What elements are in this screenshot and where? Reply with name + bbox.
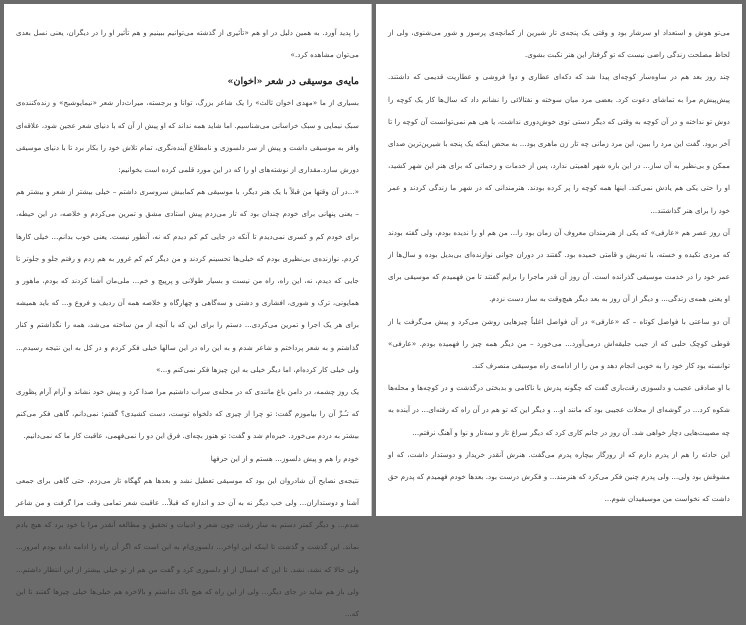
right-page xyxy=(376,4,742,516)
left-page-content xyxy=(16,22,359,619)
section-heading: مایه‌ی موسیقی در شعر «اخوان» xyxy=(227,76,359,88)
left-page xyxy=(4,4,372,619)
right-page-content xyxy=(388,22,730,512)
paragraph: این حادثه را هم از پدرم دارم که از روزگار بیچاره پدرم می‌گفت. هنرش آنقدر خریدار و دوستدار داشت، که او مشوقش بود ولی... ولی پدرم چنین فکر می‌کرد که هنرمند... و فکرش درست بود. بعدها خودم فهمیدم که پدرم حق داشت که نخواست من موسیقیدان شوم... xyxy=(388,449,730,504)
paragraph: آن دو ساعتی با فواصل کوتاه – که «عارفی» در آن فواصل اغلباً چیزهایی روشن می‌کرد و پیش می‌گرفت یا از قوطی کوچک حلبی که از جیب جلیقه‌اش درمی‌آورد... می‌خورد – من دیگر همه چیز را فهمیده بودم. «عارفی» توانسته بود کار خود را به خوبی انجام دهد و من را از ادامه‌ی راه موسیقی منصرف کند. xyxy=(388,316,730,371)
paragraph: نتیجه‌ی نصایح آن شادروان این بود که موسیقی تعطیل نشد و بعدها هم گهگاه تار می‌زدم. حتی گاهی برای جمعی آشنا و دوستداران... ولی خب دیگر نه به آن حد و اندازه که قبلاً... عاقبت شعر تمامی وقت مرا گرفت و من شاعر شدم... و دیگر کمتر دستم به ساز رفت، چون شعر و ادبیات و تحقیق و مطالعه آنقدر مرا با خود برد که هیچ یادم نماند. این گذشت و گذشت تا اینکه این اواخر... دلسوزی‌ام به این است که اگر آن راه را ادامه داده بودم امروز... ولی حالا که نشد، نشد. تا این که امسال از او دلسوزی کرد و گفت من هم از تو خیلی بیشتر از این انتظار داشتم... ولی باز هم شاید در جای دیگر... ولی از این راه که هیچ باک نداشتم و بالاخره هم خیلی‌ها خیلی چیزها گفتند تا این که... xyxy=(16,475,359,619)
paragraph: چند روز بعد هم در ساوه‌سار کوچه‌ای پیدا شد که دکه‌ای عطاری و دوا فروشی و عطاریت قدیمی که داشتند. پیش‌پیش‌م مرا به تماشای دعوت کرد. بعضی مرد میان سوخته و نفتالائی را نشانم داد که سال‌ها کار یک کوچه را دوش تو نداخته و در آن کوچه به وقتی که دیگر دستی توی خوش‌دوری نداشت، یا هی هم نمی‌توانست آن کوچه را تا آخر برود. گفت این مرد را ببین، این مرد زمانی چه تار زن ماهری بود... به محض اینکه یک پنجه با شیرین‌ترین صدای ممکن و بی‌نظیر به آن ساز... در این باره شهر اهمیتی ندارد، پس از خدمات و زحماتی که برای هنر این شهر کشید، او را حتی یکی هم یادش نمی‌کند. اینها همه کوچه را پر کرده بودند. هنرمندانی که در شهر ما زندگی کردند و عمر خود را برای هنر گذاشتند... xyxy=(388,72,730,215)
paragraph: با او صادقی عجیب و دلسوزی رقت‌باری گفت که چگونه پدرش با ناکامی و بدبختی درگذشت و در کوچه‌ها و محله‌ها شکوه کرد... در گوشه‌ای از محلات عجیبی بود که مانند او... و دیگر این که تو هم در آن راه که رفته‌ای... در آینده به چه مصیبت‌هایی دچار خواهی شد. آن روز در جانم کاری کرد که دیگر سراغ تار و سه‌تار و نوا و آهنگ نرفتم... xyxy=(388,383,730,437)
paragraph: می‌تو هوش و استعداد او سرشار بود و وقتی یک پنجه‌ی تار شیرین از کمانچه‌ی پرسوز و شور می‌شنوی، ولی از لحاظ مصلحت زندگی راضی نیست که تو گرفتار این هنر نکبت بشوی. xyxy=(388,28,730,60)
paragraph: آن روز عصر هم «عارفی» که یکی از هنرمندان معروف آن زمان بود را... من هم او را ندیده بودم، ولی گفته بودند که مردی تکیده و خسته، با ته‌ریش و قامتی خمیده بود. گفتند در دوران جوانی نوازنده‌ای بی‌بدیل بوده و سال‌ها از عمر خود را در خدمت موسیقی گذرانده است. آن روز آن قدر ماجرا را برایم گفتند تا من فهمیدم که موسیقی برای او یعنی همه‌ی زندگی... و دیگر از آن روز به بعد دیگر هیچ‌وقت به ساز دست نزدم. xyxy=(388,227,730,304)
paragraph: بسیاری از ما «مهدی اخوان ثالث» را یک شاعر بزرگ، توانا و برجسته، میراث‌دار شعر «نیمایوشیج» و زنده‌کننده‌ی سبک نیمایی و سبک خراسانی می‌شناسیم. اما شاید همه نداند که او پیش از آن که با دنیای شعر عجین شود، علاقه‌ای وافر به موسیقی داشت و پیش از سر دلسوزی و نامطلاع آینده‌نگری، تمام تلاش خود را بکار برد تا با دنیای موسیقی دورش سازد.مقداری از نوشته‌های او را که در این مورد قلمی کرده است بخوانیم: xyxy=(16,98,359,175)
paragraph: را پدید آورد. به همین دلیل در او هم «تأثیری از گذشته می‌توانیم ببینیم و هم تأثیر او را در دیگران، یعنی نسل بعدی می‌توان مشاهده کرد.» xyxy=(16,28,359,60)
paragraph: «...در آن وقتها من قبلاً با یک هنر دیگر، با موسیقی هم کمابیش سروسری داشتم – خیلی بیشتر از شعر و بیشتر هم – یعنی پنهانی برای خودم چندان بود که تار می‌زدم پیش استادی مشق و تمرین می‌کردم و خلاصه، در این حیطه، برای خودم کم و کسری نمی‌دیدم تا آنکه در جایی کم کم دیدم که نه، آنطور نیست. یعنی خوب بدانم... خیلی کارها کردم. نوازنده‌ی بی‌نظیری بودم که خیلی‌ها تحسینم کردند و من دیگر کم کم غرور به هم زدم و رفتم جلو و جلوتر تا جایی که دیدم، نه، این راه، راه من نیست و بسیار طولانی و پرپیچ و خم... ملی‌مان آشنا کردند که بودم، ماهور و همایونی، ترک و شوری، افشاری و دشتی و سه‌گاهی و چهارگاه و خلاصه همه آن ردیف و فروع و... که باید همیشه برای هر یک اجرا و تمرین می‌کردی... دستم را برای این که با آنچه از من ساخته می‌شد، همه را نگذاشتم و کنار گذاشتم و به شعر پرداختم و شاعر شدم و به این راه در این سالها خیلی فکر کردم و در کل به این نتیجه رسیدم... ولی خیلی کار کرده‌ام، اما دیگر خیلی به این چیزها فکر نمی‌کنم و...» xyxy=(16,187,359,374)
paragraph: یک روز چشمه، در دامن باغ مانندی که در محله‌ی سراب داشتیم مرا صدا کرد و پیش خود نشاند و آرام آرام ‌پظوری که تـُـرِّ آن را بیاموزم گفت: تو چرا از چیزی که دلخواه توست، دست کشیدی؟ گفتم: نمی‌دانم، گاهی فکر می‌کنم بیشتر به دردم می‌خورد. خیره‌ام شد و گفت: تو هنوز بچه‌ای. فرق این دو را نمی‌فهمی، عاقبت کار ما که نمی‌دانیم. xyxy=(16,387,359,441)
paragraph: خودم را هم و پیش دلسوز... هستم و از این حرفها xyxy=(210,453,359,463)
